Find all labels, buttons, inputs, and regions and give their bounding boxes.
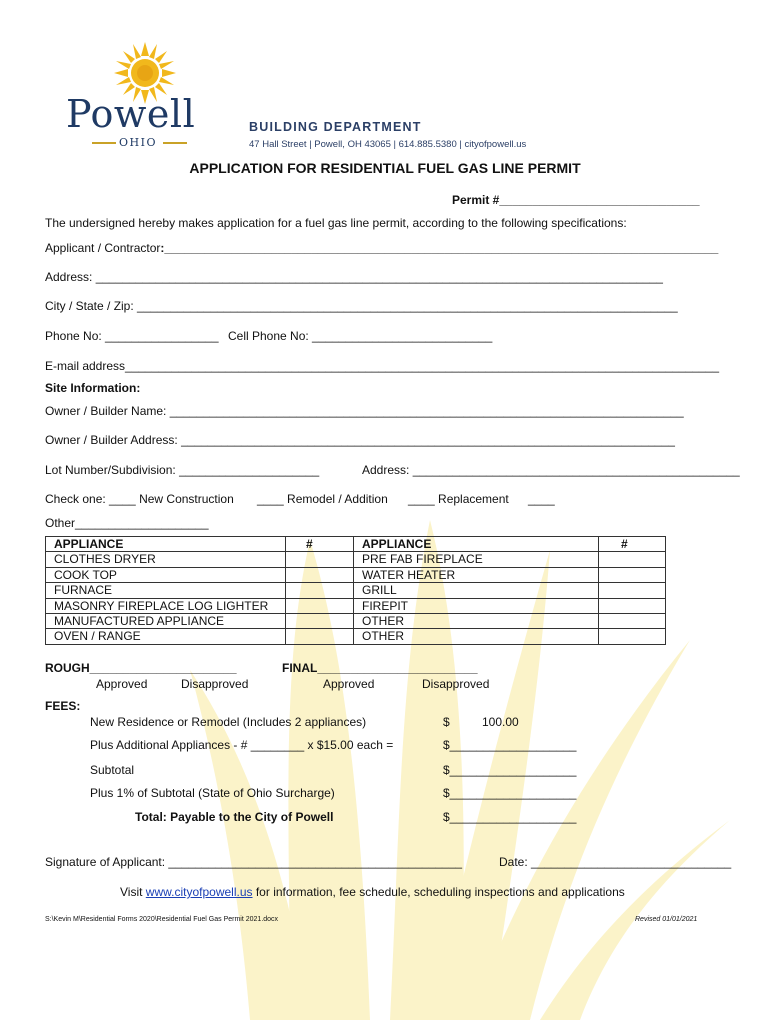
- check-new-construction[interactable]: Check one: ____ New Construction: [45, 492, 234, 506]
- table-header-appliance: APPLIANCE: [46, 537, 286, 552]
- logo-divider: [92, 142, 116, 144]
- table-header-appliance: APPLIANCE: [354, 537, 599, 552]
- email-field[interactable]: [45, 359, 719, 373]
- table-header-count: #: [286, 537, 354, 552]
- appliance-count-cell[interactable]: [286, 598, 354, 613]
- appliance-name: FIREPIT: [354, 598, 599, 613]
- appliance-count-cell[interactable]: [286, 614, 354, 629]
- check-replacement[interactable]: ____ Replacement: [408, 492, 509, 506]
- appliance-name: OTHER: [354, 629, 599, 644]
- applicant-contractor-line: ___________________________________________________________________________________: [164, 241, 719, 255]
- appliance-count-cell[interactable]: [599, 629, 666, 644]
- lot-subdivision-field[interactable]: [45, 463, 319, 477]
- logo-state: OHIO: [119, 136, 157, 149]
- fee-additional-amount[interactable]: $___________________: [443, 738, 577, 752]
- email-label: E-mail address: [45, 359, 126, 373]
- rough-disapproved-label: Disapproved: [181, 677, 249, 691]
- appliance-name: PRE FAB FIREPLACE: [354, 552, 599, 567]
- appliance-count-cell[interactable]: [599, 552, 666, 567]
- owner-builder-address-field[interactable]: [45, 433, 675, 447]
- site-address-label: Address:: [362, 463, 410, 477]
- fee-total-label: Total: Payable to the City of Powell: [135, 810, 334, 824]
- appliance-name: MASONRY FIREPLACE LOG LIGHTER: [46, 598, 286, 613]
- appliance-name: OVEN / RANGE: [46, 629, 286, 644]
- appliance-name: CLOTHES DRYER: [46, 552, 286, 567]
- appliance-count-cell[interactable]: [599, 614, 666, 629]
- table-row: [46, 567, 666, 582]
- fee-dollar-sign: $: [443, 715, 450, 729]
- appliance-count-cell[interactable]: [286, 552, 354, 567]
- appliance-name: FURNACE: [46, 583, 286, 598]
- file-path: S:\Kevin M\Residential Forms 2020\Residential Fuel Gas Permit 2021.docx: [45, 916, 279, 923]
- appliance-name: GRILL: [354, 583, 599, 598]
- footer-visit-prefix: Visit: [120, 885, 146, 899]
- lot-line: _____________________: [179, 463, 320, 477]
- site-address-field[interactable]: [362, 463, 740, 477]
- footer-visit-suffix: for information, fee schedule, scheduling inspections and applications: [252, 885, 625, 899]
- fees-heading: FEES:: [45, 699, 81, 713]
- page-title: APPLICATION FOR RESIDENTIAL FUEL GAS LINE PERMIT: [189, 160, 581, 176]
- colon: :: [160, 241, 165, 255]
- appliance-count-cell[interactable]: [599, 598, 666, 613]
- appliance-count-cell[interactable]: [286, 567, 354, 582]
- city-state-zip-field[interactable]: [45, 299, 678, 313]
- lot-label: Lot Number/Subdivision:: [45, 463, 176, 477]
- department-contact: 47 Hall Street | Powell, OH 43065 | 614.885.5380 | cityofpowell.us: [249, 139, 527, 150]
- table-row: [46, 629, 666, 644]
- table-row: [46, 552, 666, 567]
- appliance-count-cell[interactable]: [286, 629, 354, 644]
- fee-surcharge-label: Plus 1% of Subtotal (State of Ohio Surcharge): [90, 786, 335, 800]
- appliance-count-cell[interactable]: [286, 583, 354, 598]
- cell-phone-field[interactable]: Cell Phone No: ___________________________: [228, 329, 493, 343]
- table-row: [46, 598, 666, 613]
- fee-additional-appliances[interactable]: Plus Additional Appliances - # ________ x $15.00 each =: [90, 738, 394, 752]
- site-address-line: _________________________________________________: [412, 463, 740, 477]
- date-field[interactable]: Date: ______________________________: [499, 855, 732, 869]
- check-remodel-addition[interactable]: ____ Remodel / Addition: [257, 492, 388, 506]
- address-label: Address:: [45, 270, 93, 284]
- site-information-heading: Site Information:: [45, 381, 141, 395]
- applicant-contractor-label: Applicant / Contractor: [45, 241, 161, 255]
- website-link[interactable]: www.cityofpowell.us: [145, 885, 253, 899]
- final-approved-label: Approved: [323, 677, 375, 691]
- logo-divider: [163, 142, 187, 144]
- address-field[interactable]: [45, 270, 663, 284]
- department-name: BUILDING DEPARTMENT: [249, 120, 422, 134]
- fee-surcharge-amount[interactable]: $___________________: [443, 786, 577, 800]
- applicant-contractor-field[interactable]: [45, 241, 718, 255]
- rough-approved-label: Approved: [96, 677, 148, 691]
- owner-address-line: __________________________________________________________________________: [181, 433, 675, 447]
- city-label: City / State / Zip:: [45, 299, 134, 313]
- fee-subtotal-label: Subtotal: [90, 763, 135, 777]
- phone-field[interactable]: Phone No: _________________: [45, 329, 219, 343]
- owner-name-label: Owner / Builder Name:: [45, 404, 167, 418]
- table-header-count: #: [599, 537, 666, 552]
- footer-visit-text: [120, 885, 625, 899]
- address-line: _____________________________________________________________________________________: [95, 270, 663, 284]
- table-row: [46, 614, 666, 629]
- fee-total-amount[interactable]: $___________________: [443, 810, 577, 824]
- check-blank[interactable]: ____: [528, 492, 555, 506]
- signature-field[interactable]: Signature of Applicant: ____________________________________________: [45, 855, 463, 869]
- logo-wordmark: Powell: [66, 92, 196, 136]
- table-header-row: [46, 537, 666, 552]
- city-line: _________________________________________________________________________________: [137, 299, 678, 313]
- owner-name-line: _____________________________________________________________________________: [169, 404, 684, 418]
- check-other[interactable]: Other____________________: [45, 516, 209, 530]
- fee-new-residence-label: New Residence or Remodel (Includes 2 appliances): [90, 715, 367, 729]
- final-disapproved-label: Disapproved: [422, 677, 490, 691]
- intro-text: The undersigned hereby makes application for a fuel gas line permit, according to the following specifications:: [45, 216, 627, 230]
- appliance-count-cell[interactable]: [599, 567, 666, 582]
- appliance-name: WATER HEATER: [354, 567, 599, 582]
- owner-address-label: Owner / Builder Address:: [45, 433, 178, 447]
- appliance-name: COOK TOP: [46, 567, 286, 582]
- fee-subtotal-amount[interactable]: $___________________: [443, 763, 577, 777]
- appliance-count-cell[interactable]: [599, 583, 666, 598]
- appliance-table: [45, 536, 666, 645]
- final-inspection-field[interactable]: FINAL________________________: [282, 661, 478, 675]
- table-row: [46, 583, 666, 598]
- appliance-name: MANUFACTURED APPLIANCE: [46, 614, 286, 629]
- fee-base-amount: 100.00: [482, 715, 519, 729]
- email-line: _________________________________________________________________________________________: [125, 359, 720, 373]
- rough-inspection-field[interactable]: ROUGH______________________: [45, 661, 237, 675]
- revised-date: Revised 01/01/2021: [635, 916, 698, 923]
- owner-builder-name-field[interactable]: [45, 404, 684, 418]
- appliance-name: OTHER: [354, 614, 599, 629]
- permit-number-field[interactable]: Permit #______________________________: [452, 193, 700, 207]
